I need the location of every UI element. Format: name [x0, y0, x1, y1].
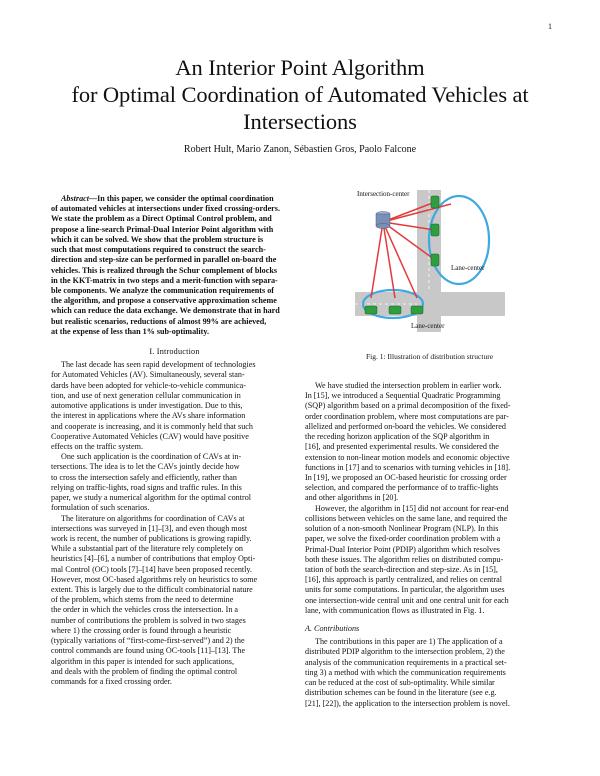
- abstract-line: Abstract—In this paper, we consider the optimal coordination: [61, 194, 274, 203]
- text-line: automotive applications is under investigation. Due to this,: [51, 401, 243, 411]
- text-line: However, the algorithm in [15] did not account for rear-end: [315, 503, 509, 513]
- contributions-body: [305, 637, 554, 709]
- text-line: algorithm in this paper is intended for such applications,: [51, 656, 234, 666]
- text-line: the interest in applications where the AVs share information: [51, 411, 246, 421]
- abstract: [51, 194, 298, 337]
- text-line: one intersection-wide central unit and one central unit for each: [305, 595, 509, 605]
- right-column: [305, 381, 554, 709]
- text-line: control commands are found using OC-tools [11]–[13]. The: [51, 646, 246, 656]
- text-line: for Automated Vehicles (AV). Simultaneously, several stan-: [51, 370, 245, 380]
- text-line: to cross the intersection safely and efficiently, rather than: [51, 472, 237, 482]
- text-line: both these issues. The algorithm relies on distributed compu-: [305, 554, 504, 564]
- text-line: paper, we study a numerical algorithm for the optimal control: [51, 493, 252, 503]
- left-column-body: [51, 360, 298, 687]
- text-line: units for some computations. In particular, the algorithm uses: [305, 585, 505, 595]
- text-line: The last decade has seen rapid development of technologies: [61, 360, 256, 370]
- abstract-line: which it can be solved. We show that the problem structure is: [51, 234, 264, 244]
- author-list: Robert Hult, Mario Zanon, Sébastien Gros, Paolo Falcone: [183, 144, 417, 155]
- text-line: and cooperate is increasing, and it is commonly held that such: [51, 421, 253, 431]
- text-line: distribution schemes can be found in the literature (see e.g.: [305, 688, 497, 698]
- text-line: the order in which the vehicles cross the intersection. In a: [51, 605, 239, 615]
- text-line: effects on the traffic system.: [51, 441, 143, 451]
- text-line: extension to non-linear motion models and economic objective: [305, 452, 510, 462]
- abstract-line: direction and step-size can be performed in parallel on-board the: [51, 255, 277, 265]
- text-line: [16], this approach is partly centralized, and relies on central: [305, 575, 502, 585]
- label-lane-center-vertical: Lane-center: [451, 264, 485, 272]
- text-line: mal Control (OC) tools [7]–[14] have been proposed recently.: [51, 564, 252, 574]
- abstract-line: the algorithm, and propose a conservative approximation scheme: [51, 296, 277, 306]
- abstract-line: vehicles. This is realized through the Schur complement of blocks: [51, 265, 278, 275]
- text-line: and other algorithms in [20].: [305, 493, 399, 503]
- text-line: Cooperative Automated Vehicles (CAV) would have positive: [51, 431, 249, 441]
- figure-caption: Fig. 1: Illustration of distribution structure: [365, 352, 494, 361]
- text-line: and deals with the problem of finding the optimal control: [51, 666, 238, 676]
- text-line: Primal-Dual Interior Point (PDIP) algorithm which resolves: [305, 544, 500, 554]
- page-number: 1: [548, 22, 552, 31]
- text-line: where 1) the crossing order is found through a heuristic: [51, 625, 232, 635]
- text-line: dards have been adopted for vehicle-to-vehicle communica-: [51, 380, 246, 390]
- text-line: heuristics [4]–[6], a number of contributions that employ Opti-: [51, 554, 256, 564]
- text-line: [21], [22]), the application to the intersection problem is novel.: [305, 698, 510, 708]
- abstract-line: but realistic scenarios, reductions of almost 99% are achieved,: [51, 316, 267, 326]
- text-line: the receding horizon application of the SQP algorithm in: [305, 432, 490, 442]
- horizontal-road: [355, 292, 505, 316]
- text-line: tersections. The idea is to let the CAVs jointly decide how: [51, 462, 240, 472]
- text-line: However, most OC-based algorithms rely on heuristics to some: [51, 574, 258, 584]
- abstract-line: We state the problem as a Direct Optimal Control problem, and: [51, 214, 272, 224]
- text-line: of the problem, which stems from the need to determine: [51, 595, 234, 605]
- abstract-lead: Abstract: [61, 194, 89, 203]
- server-icon: [376, 212, 390, 229]
- text-line: commands for a fixed crossing order.: [51, 677, 172, 686]
- text-line: allelized and performed on-board the vehicles. We considered: [305, 421, 506, 431]
- left-column: [51, 347, 298, 687]
- text-line: distributed PDIP algorithm to the intersection problem, 2) the: [305, 647, 505, 657]
- abstract-line: which can reduce the data exchange. We demonstrate that in hard: [51, 306, 280, 316]
- text-line: extent. This is largely due to the difficult combinatorial nature: [51, 585, 253, 595]
- paper-title: [40, 54, 560, 135]
- text-line: (SQP) algorithm based on a primal decomposition of the fixed-: [305, 401, 511, 411]
- text-line: work is recent, the number of publications is growing rapidly.: [51, 533, 252, 543]
- text-line: lane, with communication flows as illustrated in Fig. 1.: [305, 605, 485, 615]
- distribution-structure-figure: [355, 180, 505, 340]
- text-line: [16], and presented experimental results. We considered the: [305, 442, 499, 452]
- text-line: In [15], we introduced a Sequential Quadratic Programming: [305, 391, 501, 401]
- abstract-line: in the KKT-matrix in two steps and a merit-function with separa-: [51, 275, 278, 285]
- text-line: formulation of such scenarios.: [51, 503, 150, 513]
- text-line: One such application is the coordination of CAVs at in-: [61, 452, 242, 462]
- title-line: for Optimal Coordination of Automated Vehicles at: [71, 82, 529, 107]
- text-line: order coordination problem, where most computations are par-: [305, 411, 509, 421]
- right-column-body: [305, 381, 554, 616]
- abstract-line: propose a line-search Primal-Dual Interior Point algorithm with: [51, 224, 274, 234]
- section-heading-introduction: I. Introduction: [149, 347, 200, 356]
- abstract-line: of automated vehicles at intersections under fixed crossing-orders.: [51, 204, 280, 214]
- text-line: relying on traffic-lights, road signs and traffic rules. In this: [51, 482, 242, 492]
- text-line: collisions between vehicles on the same lane, and required the: [305, 513, 508, 523]
- text-line: The contributions in this paper are 1) The application of a: [315, 637, 503, 647]
- text-line: analysis of the communication requirements in a practical set-: [305, 657, 507, 667]
- text-line: functions in [17] and to scenarios with turning vehicles in [18].: [305, 462, 511, 472]
- text-line: ting 3) a method with which the communication requirements: [305, 667, 506, 677]
- text-line: can be reduced at the cost of sub-optimality. While similar: [305, 678, 495, 688]
- title-line: An Interior Point Algorithm: [175, 55, 425, 80]
- abstract-line: at the expense of less than 1% sub-optimality.: [51, 326, 209, 336]
- text-line: intersections was surveyed in [1]–[3], and even though most: [51, 523, 248, 533]
- text-line: (typically variations of “first-come-first-served”) and 2) the: [51, 636, 245, 646]
- text-line: selection, and compared the performance of to traffic-lights: [305, 483, 499, 493]
- abstract-line: such that most computations required to construct the search-: [51, 245, 266, 255]
- abstract-line: ble components. We analyze the communication requirements of: [51, 285, 274, 295]
- title-line: Intersections: [243, 109, 357, 134]
- text-line: We have studied the intersection problem in earlier work.: [315, 381, 502, 390]
- text-line: paper, we solve the fixed-order coordination problem with a: [305, 534, 501, 544]
- subsection-heading-contributions: A. Contributions: [305, 624, 360, 634]
- label-lane-center-horizontal: Lane-center: [411, 322, 445, 330]
- text-line: solution of a non-smooth Nonlinear Program (NLP). In this: [305, 524, 499, 534]
- text-line: tation of both the search-direction and step-size. As in [15],: [305, 564, 498, 574]
- label-intersection-center: Intersection-center: [357, 190, 410, 198]
- text-line: The literature on algorithms for coordination of CAVs at: [61, 513, 245, 523]
- text-line: While a substantial part of the literature rely completely on: [51, 544, 243, 554]
- text-line: In [19], we proposed an OC-based heuristic for crossing order: [305, 472, 507, 482]
- text-line: tion, and use of next generation cellular communication in: [51, 390, 241, 400]
- text-line: number of contributions the problem is solved in two stages: [51, 615, 246, 625]
